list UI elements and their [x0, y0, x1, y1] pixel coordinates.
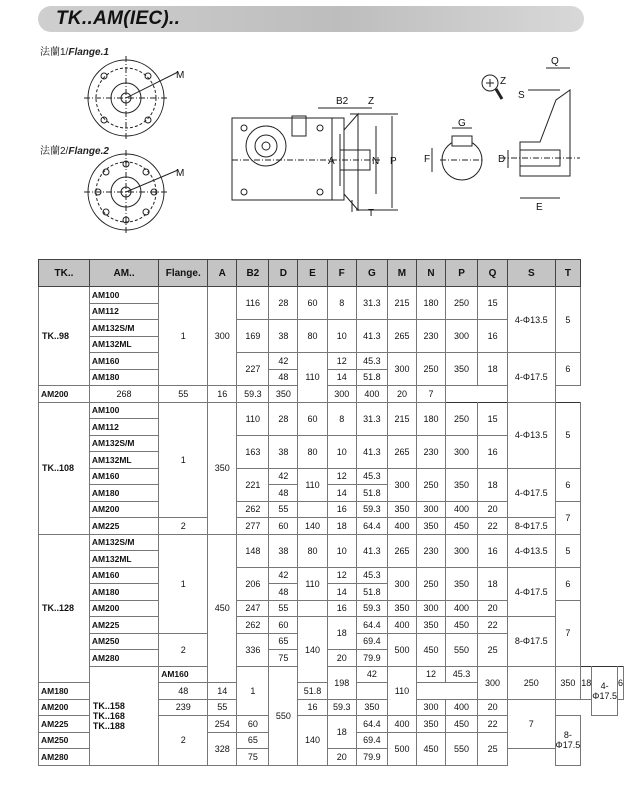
table-cell: 28	[269, 287, 298, 320]
table-cell: 350	[417, 617, 446, 634]
column-header: S	[508, 260, 555, 287]
label-q: Q	[551, 56, 559, 67]
table-cell	[298, 501, 327, 518]
flange2-cn: 法蘭2/	[40, 146, 69, 157]
table-cell: 31.3	[356, 287, 387, 320]
table-cell: 450	[446, 617, 478, 634]
table-row	[39, 666, 624, 683]
table-cell: 14	[327, 369, 356, 386]
table-cell: 16	[478, 435, 508, 468]
table-cell: 350	[387, 501, 416, 518]
table-cell: 25	[478, 732, 508, 765]
table-cell: 20	[478, 699, 508, 716]
label-m: M	[176, 70, 185, 81]
table-cell: 75	[269, 650, 298, 667]
table-cell	[298, 600, 327, 617]
table-cell: 221	[237, 468, 269, 501]
group-cell: TK..128	[39, 534, 90, 683]
table-cell: 5	[555, 534, 581, 567]
table-cell: 500	[387, 633, 416, 666]
table-cell: 4-Φ13.5	[508, 287, 555, 353]
table-cell: 265	[387, 320, 416, 353]
table-cell: 350	[208, 402, 237, 534]
table-cell: 230	[417, 320, 446, 353]
table-cell: 12	[327, 567, 356, 584]
flange2-drawing	[84, 150, 178, 234]
table-cell: 350	[446, 468, 478, 501]
table-cell: 18	[478, 353, 508, 386]
table-cell: 140	[298, 716, 327, 766]
model-cell: AM200	[89, 600, 158, 617]
table-cell: 250	[446, 402, 478, 435]
column-header: G	[356, 260, 387, 287]
model-cell: AM132S/M	[89, 320, 158, 337]
label-b2: B2	[336, 96, 349, 107]
table-row	[39, 402, 624, 419]
table-cell: 18	[327, 518, 356, 535]
label-n: N	[372, 156, 380, 167]
table-cell: 140	[298, 518, 327, 535]
table-cell: 22	[478, 518, 508, 535]
table-cell: 350	[356, 699, 387, 716]
table-cell: 20	[478, 600, 508, 617]
label-e: E	[536, 202, 543, 213]
table-cell: 300	[208, 287, 237, 386]
table-cell: 262	[237, 501, 269, 518]
table-cell: 80	[298, 534, 327, 567]
model-cell: AM180	[39, 683, 90, 700]
table-cell: 8-Φ17.5	[555, 716, 581, 766]
table-cell: 80	[298, 435, 327, 468]
table-cell: 1	[159, 402, 208, 518]
table-cell: 7	[508, 699, 555, 749]
table-cell: 45.3	[356, 468, 387, 485]
table-cell: 350	[446, 567, 478, 600]
table-cell: 6	[555, 468, 581, 501]
model-cell: AM132ML	[89, 551, 158, 568]
group-cell: TK..98	[39, 287, 90, 386]
table-cell: 15	[478, 402, 508, 435]
model-cell: AM160	[89, 468, 158, 485]
table-cell: 41.3	[356, 320, 387, 353]
column-header: T	[555, 260, 581, 287]
table-cell: 250	[446, 287, 478, 320]
table-cell: 48	[159, 683, 208, 700]
table-cell: 400	[387, 518, 416, 535]
table-cell: 14	[208, 683, 237, 700]
table-cell: 59.3	[237, 386, 269, 403]
table-cell: 265	[387, 435, 416, 468]
model-cell: AM132ML	[89, 336, 158, 353]
table-cell: 5	[555, 287, 581, 353]
table-cell: 300	[417, 600, 446, 617]
table-cell: 25	[478, 633, 508, 666]
table-cell: 20	[327, 749, 356, 766]
table-cell: 250	[417, 567, 446, 600]
model-cell: AM160	[89, 567, 158, 584]
model-cell: AM100	[89, 402, 158, 419]
table-cell: 18	[478, 567, 508, 600]
table-cell: 79.9	[356, 650, 387, 667]
table-cell: 4-Φ17.5	[508, 353, 555, 403]
table-cell: 16	[298, 699, 327, 716]
model-cell: AM200	[39, 386, 90, 403]
table-cell: 14	[327, 584, 356, 601]
table-cell: 180	[417, 402, 446, 435]
model-cell: AM132ML	[89, 452, 158, 469]
table-cell: 59.3	[356, 600, 387, 617]
label-z: Z	[368, 96, 375, 107]
table-cell: 110	[298, 468, 327, 501]
group-cell: TK..158 TK..168 TK..188	[89, 666, 158, 765]
spec-table	[38, 259, 624, 766]
table-row	[39, 287, 624, 304]
table-cell: 10	[327, 534, 356, 567]
column-header: Q	[478, 260, 508, 287]
model-cell: AM132S/M	[89, 534, 158, 551]
table-cell: 1	[159, 534, 208, 633]
table-cell: 69.4	[356, 732, 387, 749]
flange1-cn: 法蘭1/	[40, 47, 69, 58]
table-cell: 12	[327, 353, 356, 370]
table-cell: 65	[269, 633, 298, 650]
table-cell: 300	[446, 435, 478, 468]
page-title: TK..AM(IEC)..	[56, 8, 181, 29]
table-cell: 400	[446, 501, 478, 518]
table-cell: 7	[417, 386, 446, 403]
table-cell: 163	[237, 435, 269, 468]
table-cell: 350	[387, 600, 416, 617]
column-header: A	[208, 260, 237, 287]
table-cell: 22	[478, 617, 508, 634]
table-cell: 350	[417, 518, 446, 535]
label-a: A	[328, 156, 335, 167]
model-cell: AM180	[89, 584, 158, 601]
table-cell: 55	[159, 386, 208, 403]
table-cell: 550	[446, 732, 478, 765]
table-cell: 38	[269, 534, 298, 567]
table-cell: 300	[478, 666, 508, 699]
model-cell: AM225	[89, 518, 158, 535]
table-cell: 38	[269, 320, 298, 353]
table-cell: 300	[387, 567, 416, 600]
table-cell: 41.3	[356, 534, 387, 567]
table-cell: 10	[327, 435, 356, 468]
table-cell: 14	[327, 485, 356, 502]
table-cell: 300	[387, 468, 416, 501]
table-cell: 16	[327, 501, 356, 518]
table-cell: 69.4	[356, 633, 387, 650]
model-cell: AM250	[89, 633, 158, 650]
table-cell: 336	[237, 633, 269, 666]
column-header: P	[446, 260, 478, 287]
table-cell: 1	[237, 666, 269, 716]
table-cell: 350	[417, 716, 446, 733]
column-header: N	[417, 260, 446, 287]
table-cell: 254	[208, 716, 237, 733]
table-row	[39, 468, 624, 485]
table-cell: 400	[387, 716, 416, 733]
model-cell: AM132S/M	[89, 435, 158, 452]
table-cell: 64.4	[356, 518, 387, 535]
model-cell: AM180	[89, 369, 158, 386]
table-cell: 227	[237, 353, 269, 386]
table-cell: 18	[581, 666, 592, 699]
table-cell: 8-Φ17.5	[508, 518, 555, 535]
table-cell: 300	[417, 699, 446, 716]
table-cell: 169	[237, 320, 269, 353]
table-cell: 7	[555, 501, 581, 534]
table-row	[39, 518, 624, 535]
table-cell: 450	[446, 518, 478, 535]
table-cell: 22	[478, 716, 508, 733]
table-cell: 7	[555, 600, 581, 666]
table-cell: 328	[208, 732, 237, 765]
table-cell: 300	[417, 501, 446, 518]
table-cell: 5	[555, 402, 581, 468]
table-cell: 268	[89, 386, 158, 403]
table-cell: 230	[417, 534, 446, 567]
table-cell: 277	[237, 518, 269, 535]
table-cell: 4-Φ17.5	[508, 567, 555, 617]
table-cell: 45.3	[446, 666, 478, 683]
table-cell: 300	[446, 534, 478, 567]
table-cell: 4-Φ13.5	[508, 402, 555, 468]
table-cell: 16	[208, 386, 237, 403]
technical-drawing	[0, 0, 624, 255]
table-cell: 31.3	[356, 402, 387, 435]
group-cell: TK..108	[39, 402, 90, 534]
table-cell: 450	[417, 633, 446, 666]
table-cell: 247	[237, 600, 269, 617]
model-cell: AM280	[89, 650, 158, 667]
table-cell: 1	[159, 287, 208, 386]
model-cell: AM160	[159, 666, 208, 683]
table-cell: 500	[387, 732, 416, 765]
table-cell: 550	[446, 633, 478, 666]
model-cell: AM112	[89, 419, 158, 436]
column-header: TK..	[39, 260, 90, 287]
column-header: M	[387, 260, 416, 287]
table-cell: 20	[387, 386, 416, 403]
table-row	[39, 567, 624, 584]
table-cell: 75	[237, 749, 269, 766]
table-cell: 80	[298, 320, 327, 353]
table-cell: 250	[508, 666, 555, 699]
flange2-en: Flange.2	[68, 146, 109, 157]
column-header: D	[269, 260, 298, 287]
table-cell: 59.3	[327, 699, 356, 716]
table-cell: 450	[417, 732, 446, 765]
model-cell: AM112	[89, 303, 158, 320]
table-cell: 16	[478, 534, 508, 567]
table-cell: 42	[269, 468, 298, 485]
table-cell: 38	[269, 435, 298, 468]
table-cell: 110	[237, 402, 269, 435]
label-g: G	[458, 118, 466, 129]
model-cell: AM250	[39, 732, 90, 749]
table-cell: 51.8	[298, 683, 327, 700]
table-cell: 550	[269, 666, 298, 765]
table-cell: 18	[327, 716, 356, 749]
column-header: AM..	[89, 260, 158, 287]
table-cell: 110	[298, 567, 327, 600]
table-cell: 16	[478, 320, 508, 353]
table-cell: 300	[387, 353, 416, 386]
table-cell: 55	[269, 600, 298, 617]
table-cell: 45.3	[356, 567, 387, 584]
table-cell: 64.4	[356, 617, 387, 634]
model-cell: AM180	[89, 485, 158, 502]
table-cell: 350	[446, 353, 478, 386]
label-s: S	[518, 90, 525, 101]
table-cell: 60	[269, 518, 298, 535]
table-row	[39, 534, 624, 551]
table-cell: 215	[387, 402, 416, 435]
keyway-drawing	[432, 128, 484, 180]
table-cell: 239	[159, 699, 208, 716]
model-cell: AM160	[89, 353, 158, 370]
table-cell: 60	[298, 402, 327, 435]
model-cell: AM200	[89, 501, 158, 518]
table-cell: 262	[237, 617, 269, 634]
table-cell: 140	[298, 617, 327, 683]
table-cell: 206	[237, 567, 269, 600]
column-header: Flange.	[159, 260, 208, 287]
table-cell: 6	[617, 666, 623, 699]
model-cell: AM225	[89, 617, 158, 634]
table-cell: 48	[269, 369, 298, 386]
table-cell: 12	[327, 468, 356, 485]
table-cell: 64.4	[356, 716, 387, 733]
table-cell: 110	[298, 353, 327, 403]
table-cell: 8	[327, 402, 356, 435]
table-cell: 230	[417, 435, 446, 468]
table-cell: 18	[478, 468, 508, 501]
table-cell: 8-Φ17.5	[508, 617, 555, 667]
table-cell: 110	[387, 666, 416, 716]
table-cell: 400	[356, 386, 387, 403]
table-cell: 6	[555, 567, 581, 600]
table-body	[39, 287, 624, 766]
table-cell: 16	[327, 600, 356, 617]
table-cell: 42	[269, 353, 298, 370]
label-p: P	[390, 156, 397, 167]
table-row	[39, 617, 624, 634]
table-cell: 215	[387, 287, 416, 320]
table-cell: 18	[327, 617, 356, 650]
table-cell: 51.8	[356, 369, 387, 386]
table-cell: 28	[269, 402, 298, 435]
model-cell: AM280	[39, 749, 90, 766]
label-m2: M	[176, 168, 185, 179]
table-cell: 450	[208, 534, 237, 683]
model-cell: AM225	[39, 716, 90, 733]
table-cell: 180	[417, 287, 446, 320]
table-cell: 48	[269, 485, 298, 502]
table-cell: 2	[159, 716, 208, 766]
table-cell: 265	[387, 534, 416, 567]
label-d: D	[498, 154, 506, 165]
table-cell: 42	[269, 567, 298, 584]
table-cell: 4-Φ17.5	[592, 666, 618, 716]
flange1-en: Flange.1	[68, 47, 109, 58]
table-cell: 400	[446, 600, 478, 617]
table-cell: 20	[327, 650, 356, 667]
table-cell: 400	[387, 617, 416, 634]
detail-drawing	[482, 68, 580, 198]
table-cell: 10	[327, 320, 356, 353]
table-cell: 2	[159, 518, 208, 535]
table-cell: 2	[159, 633, 208, 666]
table-cell: 4-Φ13.5	[508, 534, 555, 567]
table-cell: 51.8	[356, 485, 387, 502]
table-cell: 300	[327, 386, 356, 403]
table-cell: 60	[269, 617, 298, 634]
column-header: B2	[237, 260, 269, 287]
table-cell: 79.9	[356, 749, 387, 766]
table-row	[39, 353, 624, 370]
table-header	[39, 260, 624, 287]
table-cell: 198	[327, 666, 356, 699]
table-cell: 60	[298, 287, 327, 320]
table-cell: 300	[446, 320, 478, 353]
table-cell: 250	[417, 468, 446, 501]
column-header: F	[327, 260, 356, 287]
column-header: E	[298, 260, 327, 287]
table-cell: 59.3	[356, 501, 387, 518]
table-cell: 42	[356, 666, 387, 683]
table-cell: 250	[417, 353, 446, 386]
table-cell: 55	[269, 501, 298, 518]
table-cell: 4-Φ17.5	[508, 468, 555, 518]
label-f: F	[424, 154, 431, 165]
table-cell: 41.3	[356, 435, 387, 468]
table-cell: 350	[555, 666, 581, 699]
table-cell: 6	[555, 353, 581, 386]
label-t: T	[368, 208, 375, 219]
table-cell: 65	[237, 732, 269, 749]
table-cell: 15	[478, 287, 508, 320]
table-cell: 148	[237, 534, 269, 567]
flange1-drawing	[84, 56, 178, 140]
label-z2: Z	[500, 76, 507, 87]
table-cell: 8	[327, 287, 356, 320]
table-cell: 400	[446, 699, 478, 716]
table-cell: 45.3	[356, 353, 387, 370]
model-cell: AM100	[89, 287, 158, 304]
table-cell: 48	[269, 584, 298, 601]
table-cell: 350	[269, 386, 298, 403]
model-cell: AM200	[39, 699, 90, 716]
table-cell: 12	[417, 666, 446, 683]
table-cell: 55	[208, 699, 237, 716]
table-cell: 60	[237, 716, 269, 733]
table-cell: 450	[446, 716, 478, 733]
table-cell: 20	[478, 501, 508, 518]
table-cell: 51.8	[356, 584, 387, 601]
table-cell: 116	[237, 287, 269, 320]
